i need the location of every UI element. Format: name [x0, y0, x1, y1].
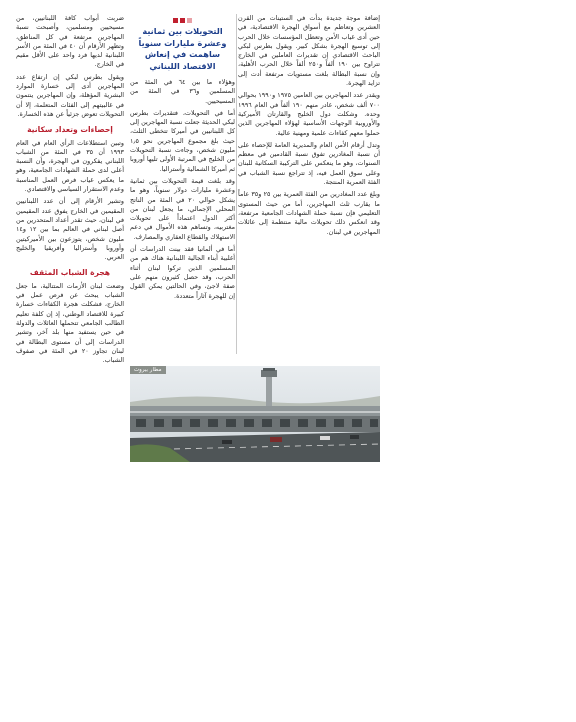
- photo-caption: مطار بيروت: [130, 366, 166, 374]
- article-column-left: [16, 14, 124, 474]
- paragraph: وتدل أرقام الأمن العام والمديرية العامة للإحصاء على أن نسبة المغادرين تفوق نسبة القادمين في معظم السنوات، وهو ما ينعكس على التركيبة السكانية للبنان وعلى سوق العمل فيه، إذ تتراجع نسبة الشباب في الفئة العمرية المنتجة.: [238, 140, 380, 187]
- ornament-square: [180, 18, 185, 23]
- paragraph: وتبين استطلاعات الرأي العام في العام ١٩٩٣ أن ٣٥ في المئة من الشباب اللبناني يفكرون في الهجرة، وأن النسبة أعلى لدى حملة الشهادات الجامعية، وهو ما يعكس غياب فرص العمل المناسبة وعدم الاستقرار السياسي والاقتصادي.: [16, 138, 124, 194]
- article-column-right: [238, 14, 380, 358]
- paragraph: وقد بلغت قيمة التحويلات بين ثمانية وعشرة مليارات دولار سنوياً، وهو ما يشكل حوالي ٢٠ في المئة من الناتج المحلي الإجمالي، ما يجعل لبنان من أكثر الدول اعتماداً على تحويلات مغتربيه، وتساهم هذه الأموال في دعم الاستهلاك والقطاع العقاري والمصارف.: [130, 176, 235, 241]
- column-divider: [236, 14, 237, 354]
- ornament-square: [173, 18, 178, 23]
- paragraph: وتشير الأرقام إلى أن عدد اللبنانيين المقيمين في الخارج يفوق عدد المقيمين في لبنان، حيث تقدر أعداد المتحدرين من أصل لبناني في العالم بما بين ١٢ و١٤ مليون شخص، يتوزعون بين الأميركيتين وأوروبا وأستراليا وأفريقيا والخليج العربي.: [16, 197, 124, 262]
- paragraph: وبلغ عدد المغادرين من الفئة العمرية بين ٢٥ و٣٥ عاماً ما يقارب ثلث المهاجرين، أما من حيث المستوى التعليمي فإن نسبة حملة الشهادات الجامعية مرتفعة، وقد انعكس ذلك تحويلات مالية منتظمة إلى عائلات المهاجرين في لبنان.: [238, 190, 380, 236]
- ornament-square: [187, 18, 192, 23]
- section-subheading: إحصاءات وتعداد سكانية: [27, 125, 113, 135]
- paragraph: ويقول بطرس لبكي إن ارتفاع عدد المهاجرين أدى إلى خسارة الموارد البشرية المؤهلة، وإن المهاجرين ينتمون في غالبيتهم إلى الفئات المتعلمة، إلا أن التحويلات تعوض جزئياً عن هذه الخسارة.: [16, 72, 124, 118]
- paragraph: ضربت أبواب كافة اللبنانيين، من مسيحيين ومسلمين، وأصبحت نسبة المهاجرين مرتفعة في كل المناطق، وتظهر الأرقام أن ٤٠ في المئة من الأسر اللبنانية لديها فرد واحد على الأقل مقيم في الخارج.: [16, 14, 125, 69]
- paragraph: ويقدر عدد المهاجرين بين العامين ١٩٧٥ و١٩٩٠ بحوالي ٧٠٠ ألف شخص، غادر منهم ١٩٠ ألفاً في العام ١٩٩٦ وحده. وشكلت دول الخليج والقارتان الأميركية والأوروبية الوجهات الأساسية لهؤلاء المهاجرين الذين حملوا معهم كفاءات علمية ومهنية عالية.: [238, 91, 380, 137]
- paragraph: أما في التحويلات، فتقديرات بطرس لبكي الحديثة جعلت نسبة المهاجرين إلى كل اللبنانيين في أميركا تتخطى الثلث، حيث بلغ مجموع المهاجرين نحو ١٫٥ مليون شخص، وجاءت نسبة التحويلات من الخليج في المرتبة الأولى تليها أوروبا ثم أميركا الشمالية وأستراليا.: [130, 108, 235, 173]
- paragraph: وهؤلاء ما بين ٦٤ في المئة من المسلمين و٣٦ في المئة من المسيحيين.: [130, 78, 235, 105]
- section-subheading: هجرة الشباب المثقف: [29, 268, 111, 278]
- airport-illustration: [130, 366, 380, 462]
- airport-photo: [130, 366, 380, 462]
- headline-ornament: [130, 18, 235, 23]
- article-headline-block: [130, 18, 235, 74]
- article-headline: التحويلات بين ثمانية وعشرة مليارات سنوياً ساهمت في إنعاش الاقتصاد اللبناني: [138, 26, 227, 71]
- paragraph: إضافة موجة جديدة بدأت في الستينات من القرن العشرين وتعاظم مع أسواق الهجرة الاقتصادية، في حين أدى غياب الأمن وتعطل المؤسسات خلال الحرب إلى توسيع الهجرة بشكل كبير. ويقول بطرس لبكي الباحث الاقتصادي إن تقديرات العاملين في الخارج تتراوح بين ١٩٠ ألفاً و٢٥٠ ألفاً خلال الحرب الأهلية، وإن نسبة البطالة بلغت مستويات مرتفعة أدت إلى تزايد الهجرة.: [238, 14, 380, 88]
- article-column-middle: [130, 78, 235, 368]
- paragraph: وضعت لبنان الأزمات المتتالية، ما جعل الشباب يبحث عن فرص عمل في الخارج، فشكلت هجرة الكفاءات خسارة كبيرة للاقتصاد الوطني، إذ إن كلفة تعليم الطالب الجامعي تتحملها العائلات والدولة في حين يستفيد منها بلد آخر، وتشير الدراسات إلى أن مستوى البطالة في لبنان تجاوز ٢٠ في المئة في صفوف الشباب.: [16, 281, 124, 365]
- paragraph: أما في ألمانيا فقد بينت الدراسات أن أغلبية أبناء الجالية اللبنانية هناك هم من المسلمين الذين تركوا لبنان أثناء الحرب، وقد حصل كثيرون منهم على صفة لاجئ، وفي الحالتين يمكن القول إن للهجرة آثاراً متعددة.: [130, 245, 235, 300]
